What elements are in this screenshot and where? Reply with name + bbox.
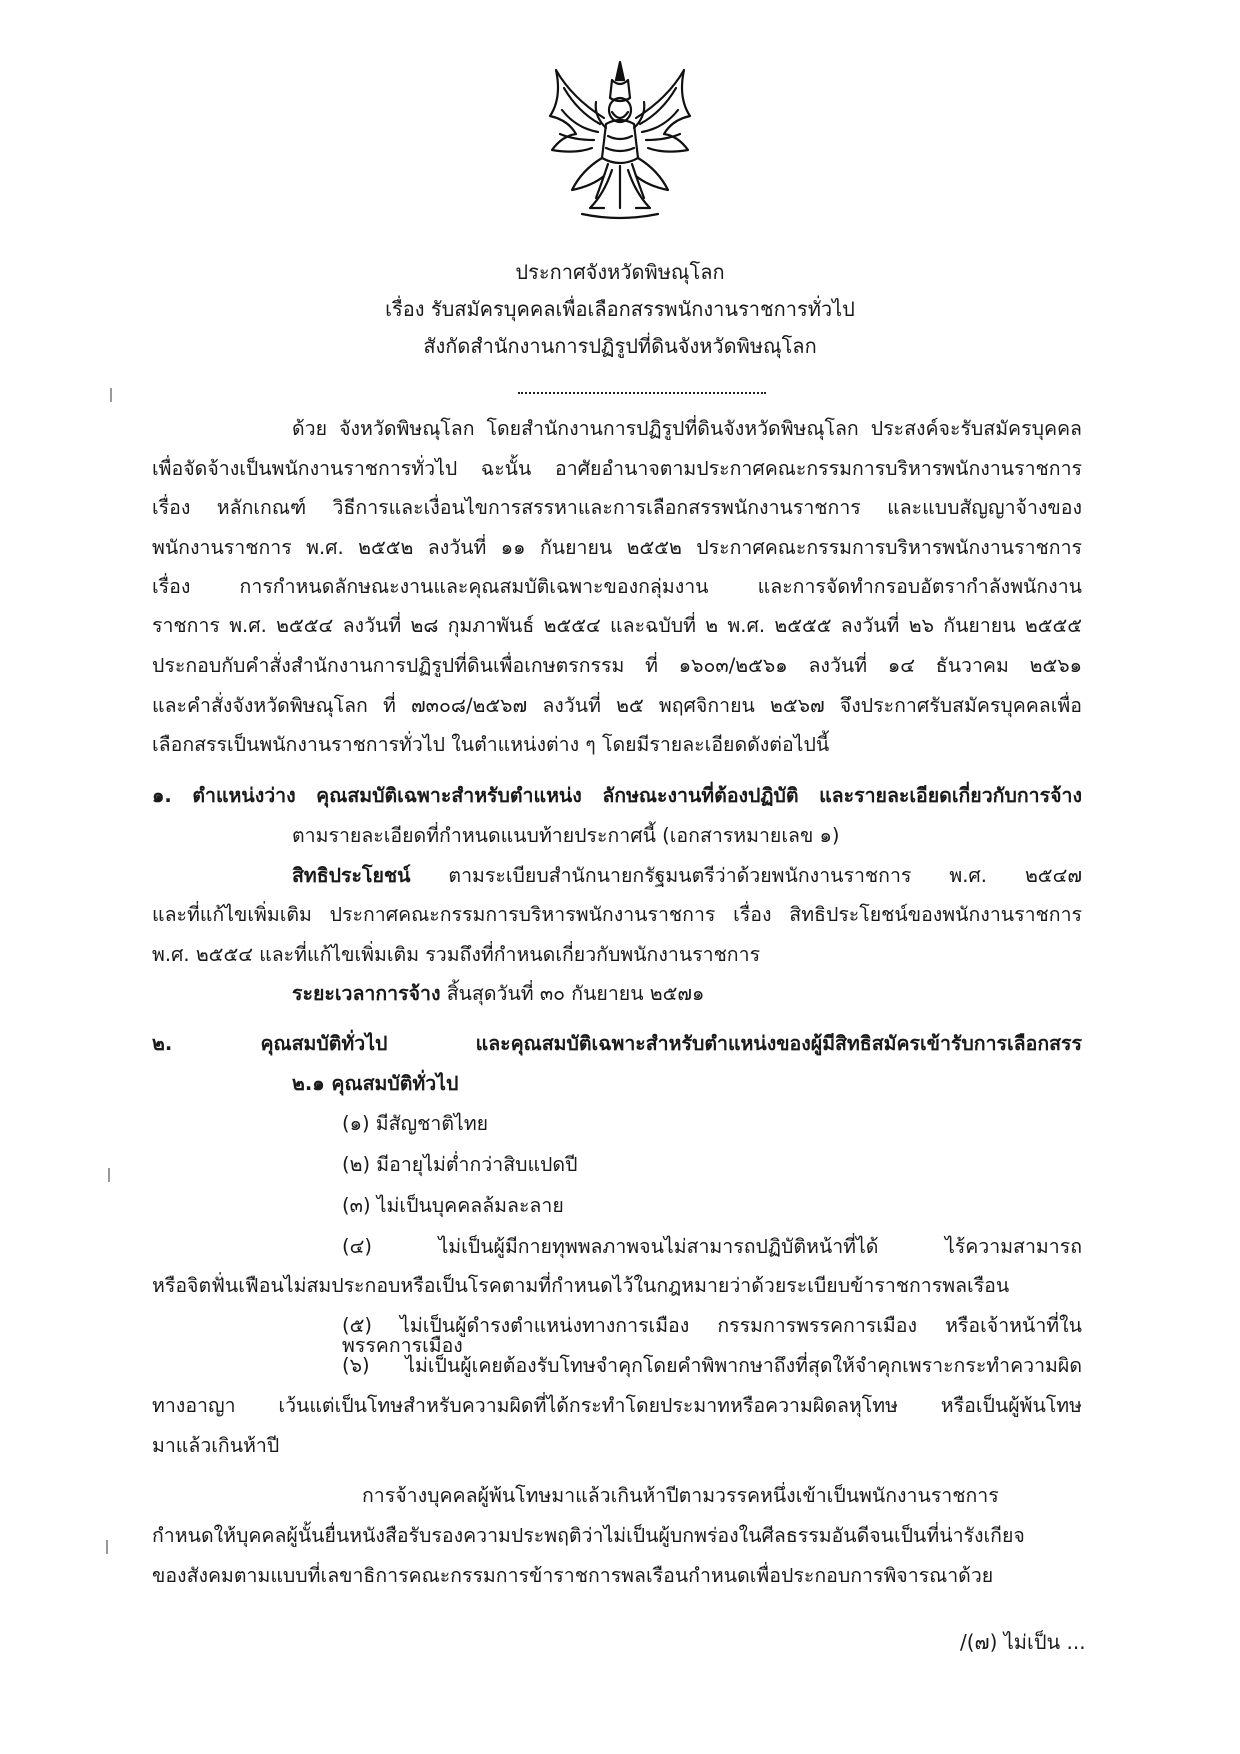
intro-line-6: ราชการ พ.ศ. ๒๕๕๔ ลงวันที่ ๒๘ กุมภาพันธ์ ๒๕๕๔ และฉบับที่ ๒ พ.ศ. ๒๕๕๕ ลงวันที่ ๒๖ กันยายน ๒๕๕๕ [152, 614, 1082, 637]
intro-line-4: พนักงานราชการ พ.ศ. ๒๕๕๒ ลงวันที่ ๑๑ กันยายน ๒๕๕๒ ประกาศคณะกรรมการบริหารพนักงานราชการ [152, 536, 1082, 559]
conviction-paragraph-line-2: กำหนดให้บุคคลผู้นั้นยื่นหนังสือรับรองความประพฤติว่าไม่เป็นผู้บกพร่องในศีลธรรมอันดีจนเป็นที่น่ารังเกียจ [152, 1524, 1025, 1547]
qualification-item-6-line-2: ทางอาญา เว้นแต่เป็นโทษสำหรับความผิดที่ได้กระทำโดยประมาทหรือความผิดลหุโทษ หรือเป็นผู้พ้นโทษ [152, 1394, 1082, 1417]
qualification-item-5: (๕) ไม่เป็นผู้ดำรงตำแหน่งทางการเมือง กรรมการพรรคการเมือง หรือเจ้าหน้าที่ในพรรคการเมือง [342, 1314, 1082, 1357]
intro-line-9: เลือกสรรเป็นพนักงานราชการทั่วไป ในตำแหน่งต่าง ๆ โดยมีรายละเอียดดังต่อไปนี้ [152, 733, 830, 756]
qualification-item-6-line-3: มาแล้วเกินห้าปี [152, 1434, 280, 1457]
qualification-item-4-line-1: (๔) ไม่เป็นผู้มีกายทุพพลภาพจนไม่สามารถปฏิบัติหน้าที่ได้ ไร้ความสามารถ [342, 1235, 1082, 1258]
section-1-period [292, 984, 704, 1004]
period-label: ระยะเวลาการจ้าง [292, 982, 441, 1005]
document-agency: สังกัดสำนักงานการปฏิรูปที่ดินจังหวัดพิษณุโลก [423, 334, 817, 358]
section-1-benefit-line-1: สิทธิประโยชน์ ตามระเบียบสำนักนายกรัฐมนตรีว่าด้วยพนักงานราชการ พ.ศ. ๒๕๔๗ [292, 864, 1082, 887]
qualification-item-2: (๒) มีอายุไม่ต่ำกว่าสิบแปดปี [342, 1153, 578, 1176]
period-value: สิ้นสุดวันที่ ๓๐ กันยายน ๒๕๗๑ [440, 982, 705, 1005]
garuda-emblem-icon [542, 58, 698, 222]
scan-mark [110, 388, 112, 402]
document-title: ประกาศจังหวัดพิษณุโลก [515, 260, 725, 284]
conviction-paragraph-line-1: การจ้างบุคคลผู้พ้นโทษมาแล้วเกินห้าปีตามวรรคหนึ่งเข้าเป็นพนักงานราชการ [362, 1484, 999, 1507]
benefit-label: สิทธิประโยชน์ [292, 864, 411, 887]
scan-mark [106, 1540, 108, 1554]
section-1-detail: ตามรายละเอียดที่กำหนดแนบท้ายประกาศนี้ (เอกสารหมายเลข ๑) [292, 824, 840, 847]
conviction-paragraph-line-3: ของสังคมตามแบบที่เลขาธิการคณะกรรมการข้าราชการพลเรือนกำหนดเพื่อประกอบการพิจารณาด้วย [152, 1564, 994, 1587]
section-1-benefit-line-3: พ.ศ. ๒๕๕๔ และที่แก้ไขเพิ่มเติม รวมถึงที่กำหนดเกี่ยวกับพนักงานราชการ [152, 943, 761, 966]
intro-line-3: เรื่อง หลักเกณฑ์ วิธีการและเงื่อนไขการสรรหาและการเลือกสรรพนักงานราชการ และแบบสัญญาจ้างของ [152, 496, 1082, 519]
qualification-item-4-line-2: หรือจิตฟั่นเฟือนไม่สมประกอบหรือเป็นโรคตามที่กำหนดไว้ในกฎหมายว่าด้วยระเบียบข้าราชการพลเรือน [152, 1274, 1010, 1297]
intro-line-8: และคำสั่งจังหวัดพิษณุโลก ที่ ๗๓๐๘/๒๕๖๗ ลงวันที่ ๒๕ พฤศจิกายน ๒๕๖๗ จึงประกาศรับสมัครบุคคลเพื่อ [152, 694, 1082, 717]
section-2-heading: ๒. คุณสมบัติทั่วไป และคุณสมบัติเฉพาะสำหรับตำแหน่งของผู้มีสิทธิสมัครเข้ารับการเลือกสรร [152, 1032, 1082, 1055]
section-1-heading: ๑. ตำแหน่งว่าง คุณสมบัติเฉพาะสำหรับตำแหน่ง ลักษณะงานที่ต้องปฏิบัติ และรายละเอียดเกี่ยวกับการจ้าง [152, 784, 1082, 807]
title-separator [518, 392, 766, 394]
qualification-item-3: (๓) ไม่เป็นบุคคลล้มละลาย [342, 1194, 564, 1217]
page-continuation: /(๗) ไม่เป็น ... [960, 1630, 1086, 1654]
intro-line-1: ด้วย จังหวัดพิษณุโลก โดยสำนักงานการปฏิรูปที่ดินจังหวัดพิษณุโลก ประสงค์จะรับสมัครบุคคล [292, 417, 1082, 440]
intro-line-7: ประกอบกับคำสั่งสำนักงานการปฏิรูปที่ดินเพื่อเกษตรกรรม ที่ ๑๖๐๓/๒๕๖๑ ลงวันที่ ๑๔ ธันวาคม ๒๕๖๑ [152, 654, 1082, 677]
qualification-item-1: (๑) มีสัญชาติไทย [342, 1112, 489, 1135]
section-1-benefit-line-2: และที่แก้ไขเพิ่มเติม ประกาศคณะกรรมการบริหารพนักงานราชการ เรื่อง สิทธิประโยชน์ของพนักงานราชการ [152, 903, 1082, 926]
intro-line-5: เรื่อง การกำหนดลักษณะงานและคุณสมบัติเฉพาะของกลุ่มงาน และการจัดทำกรอบอัตรากำลังพนักงาน [152, 575, 1082, 598]
section-2-1-heading: ๒.๑ คุณสมบัติทั่วไป [292, 1072, 459, 1095]
scan-mark [108, 1168, 110, 1182]
qualification-item-6-line-1: (๖) ไม่เป็นผู้เคยต้องรับโทษจำคุกโดยคำพิพากษาถึงที่สุดให้จำคุกเพราะกระทำความผิด [342, 1354, 1082, 1377]
intro-line-2: เพื่อจัดจ้างเป็นพนักงานราชการทั่วไป ฉะนั้น อาศัยอำนาจตามประกาศคณะกรรมการบริหารพนักงานราชการ [152, 457, 1082, 480]
document-subject: เรื่อง รับสมัครบุคคลเพื่อเลือกสรรพนักงานราชการทั่วไป [385, 297, 855, 321]
